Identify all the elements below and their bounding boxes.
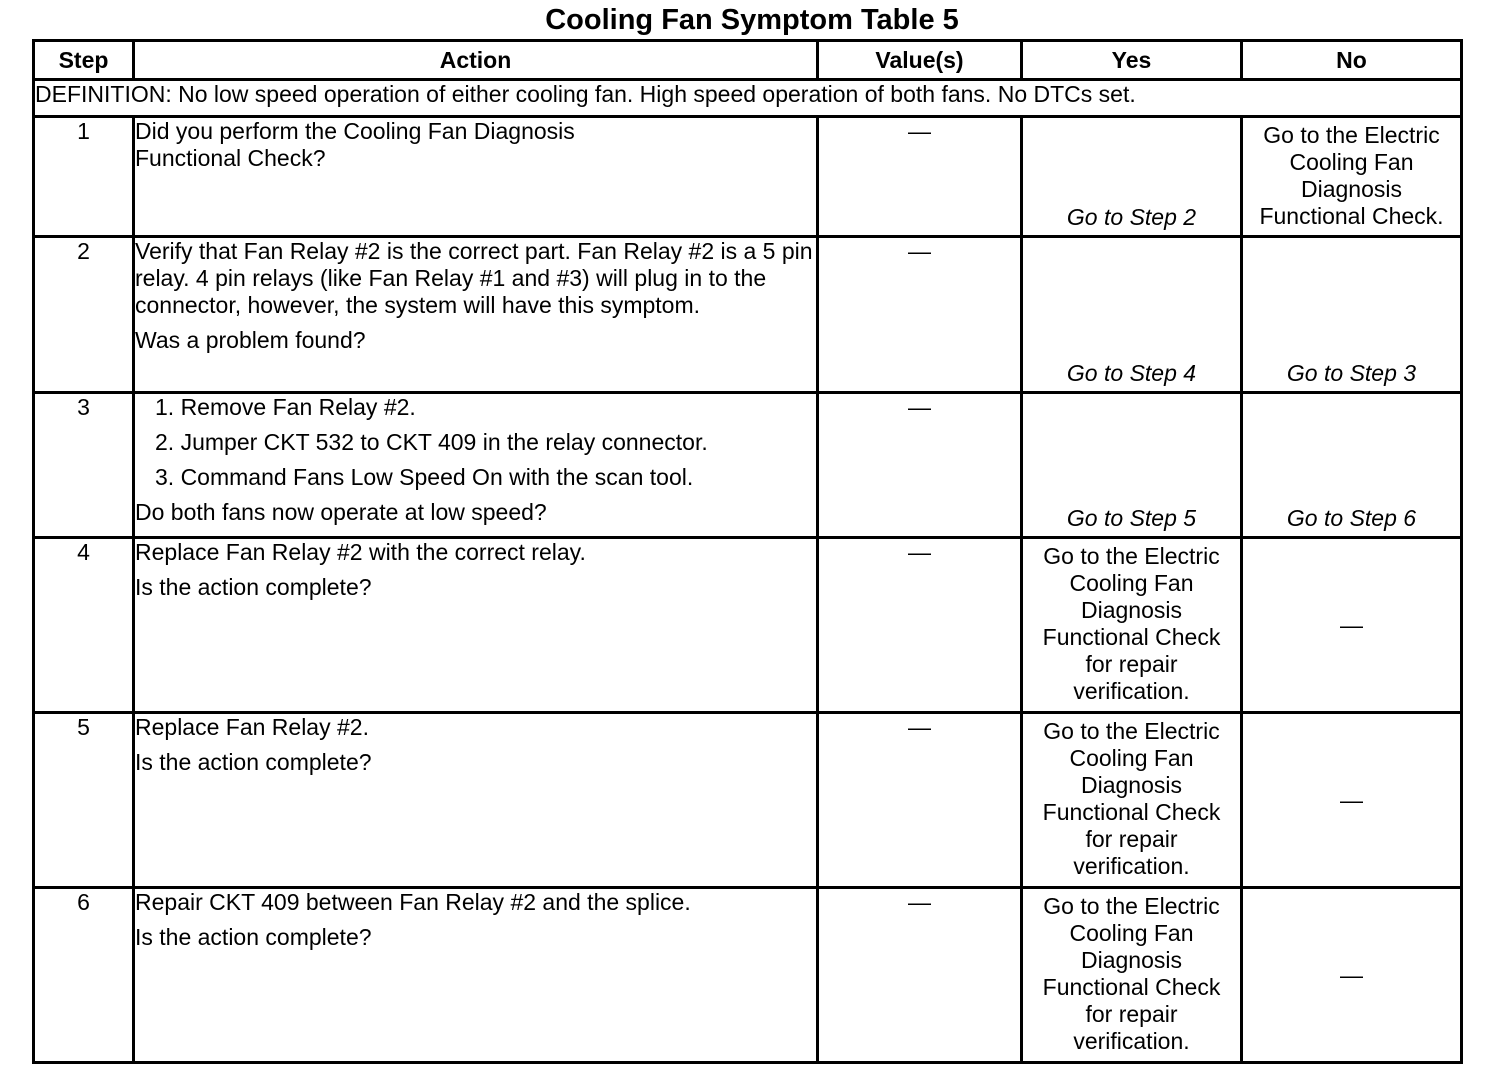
yes-text: Go to the Electric Cooling Fan Diagnosis Functional Check for repair verification.: [1042, 893, 1221, 1054]
action-question: Was a problem found?: [135, 327, 366, 353]
yes-cell: [1022, 888, 1242, 1063]
action-cell: [134, 117, 818, 237]
yes-cell: [1022, 117, 1242, 237]
action-question: Is the action complete?: [135, 749, 372, 775]
no-link: Go to Step 6: [1286, 505, 1417, 531]
step-number: 3: [34, 393, 134, 538]
yes-cell: [1022, 237, 1242, 393]
table-row: [34, 713, 1462, 888]
action-cell: [134, 888, 818, 1063]
list-item: 1. Remove Fan Relay #2.: [155, 394, 416, 420]
action-text: Verify that Fan Relay #2 is the correct part. Fan Relay #2 is a 5 pin relay. 4 pin relays (like Fan Relay #1 and #3) will plug in to the connector, however, the system will have this symptom.: [135, 238, 813, 318]
table-row: [34, 393, 1462, 538]
yes-link: Go to Step 5: [1066, 505, 1197, 531]
page-title: Cooling Fan Symptom Table 5: [545, 4, 959, 36]
step-number: 5: [34, 713, 134, 888]
header-no: No: [1242, 41, 1462, 80]
no-cell: [1242, 117, 1462, 237]
step-number: 1: [34, 117, 134, 237]
list-item: 3. Command Fans Low Speed On with the scan tool.: [155, 464, 694, 490]
header-step: Step: [34, 41, 134, 80]
table-row: [34, 888, 1462, 1063]
header-row: [34, 41, 1462, 80]
action-text: Did you perform the Cooling Fan Diagnosis Functional Check?: [135, 118, 575, 171]
step-number: 4: [34, 538, 134, 713]
no-link: Go to Step 3: [1286, 360, 1417, 386]
yes-cell: [1022, 393, 1242, 538]
value-cell: —: [818, 713, 1022, 888]
symptom-table: [32, 39, 1463, 1064]
value-cell: —: [818, 888, 1022, 1063]
header-action: Action: [134, 41, 818, 80]
action-question: Do both fans now operate at low speed?: [135, 499, 547, 525]
value-cell: —: [818, 393, 1022, 538]
table-row: [34, 117, 1462, 237]
no-cell: [1242, 237, 1462, 393]
header-yes: Yes: [1022, 41, 1242, 80]
yes-cell: [1022, 713, 1242, 888]
action-cell: [134, 713, 818, 888]
definition-row: [34, 80, 1462, 117]
action-question: Is the action complete?: [135, 574, 372, 600]
header-values: Value(s): [818, 41, 1022, 80]
no-text: Go to the Electric Cooling Fan Diagnosis Functional Check.: [1259, 122, 1444, 229]
action-question: Is the action complete?: [135, 924, 372, 950]
value-cell: —: [818, 117, 1022, 237]
action-cell: [134, 538, 818, 713]
action-text: Replace Fan Relay #2.: [135, 714, 369, 740]
list-item: 2. Jumper CKT 532 to CKT 409 in the relay connector.: [155, 429, 708, 455]
step-number: 2: [34, 237, 134, 393]
yes-text: Go to the Electric Cooling Fan Diagnosis Functional Check for repair verification.: [1042, 718, 1221, 879]
action-list: [135, 394, 816, 491]
table-row: [34, 538, 1462, 713]
action-text: Repair CKT 409 between Fan Relay #2 and the splice.: [135, 889, 691, 915]
no-cell: —: [1242, 888, 1462, 1063]
action-cell: [134, 393, 818, 538]
no-cell: —: [1242, 538, 1462, 713]
yes-cell: [1022, 538, 1242, 713]
yes-text: Go to the Electric Cooling Fan Diagnosis Functional Check for repair verification.: [1042, 543, 1221, 704]
value-cell: —: [818, 237, 1022, 393]
yes-link: Go to Step 4: [1066, 360, 1197, 386]
step-number: 6: [34, 888, 134, 1063]
no-cell: —: [1242, 713, 1462, 888]
no-cell: [1242, 393, 1462, 538]
definition-text: DEFINITION: No low speed operation of either cooling fan. High speed operation of both fans. No DTCs set.: [34, 80, 1462, 117]
action-text: Replace Fan Relay #2 with the correct relay.: [135, 539, 586, 565]
value-cell: —: [818, 538, 1022, 713]
action-cell: [134, 237, 818, 393]
table-row: [34, 237, 1462, 393]
yes-link: Go to Step 2: [1066, 204, 1197, 230]
